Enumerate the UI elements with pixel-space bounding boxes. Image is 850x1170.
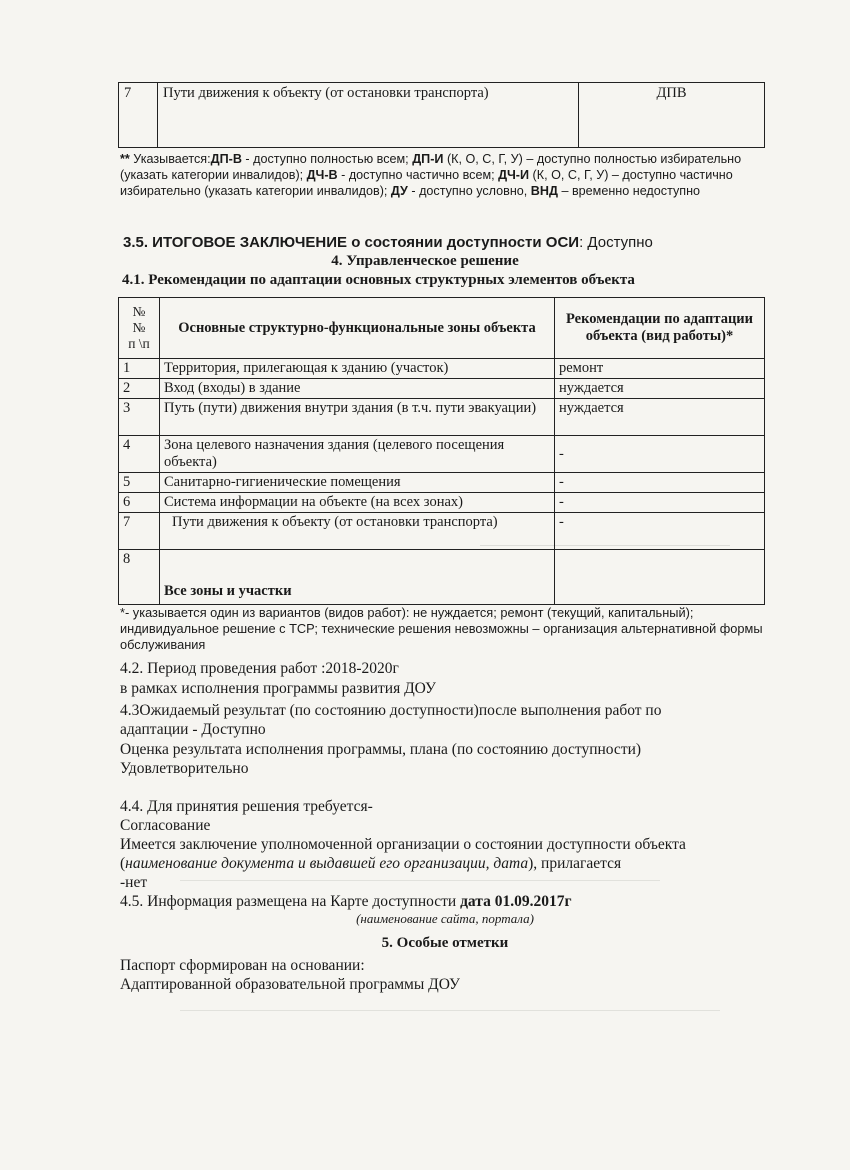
row-value: ДПВ [579,83,765,148]
section-4-title: 4. Управленческое решение [331,253,519,269]
note-stars: ** [120,152,130,166]
row-number: 4 [119,436,160,473]
period-line: 4.2. Период проведения работ :2018-2020г [120,660,399,677]
row-number: 8 [119,550,160,605]
note-code: ДП-И [412,152,444,166]
table-row [119,399,765,436]
period-program: в рамках исполнения программы развития ДОУ [120,680,436,697]
column-header-zone: Основные структурно-функциональные зоны объекта [160,298,555,359]
map-info-text: 4.5. Информация размещена на Карте доступности [120,893,461,910]
row-recommendation: нуждается [555,379,765,399]
row-recommendation: - [555,513,765,550]
note-code: ДУ [390,184,408,198]
row-recommendation: ремонт [555,359,765,379]
note-text: - доступно частично всем; [337,168,499,182]
document-description: наименование документа и выдавшей его организации, дата [125,855,529,872]
row-number: 2 [119,379,160,399]
row-recommendation: - [555,493,765,513]
evaluation-result: Удовлетворительно [120,760,249,777]
column-header-recommendation: Рекомендации по адаптации объекта (вид работы)* [555,298,765,359]
row-number: 3 [119,399,160,436]
map-info-date: дата 01.09.2017г [460,893,572,910]
conclusion-line: Имеется заключение уполномоченной организации о состоянии доступности объекта [120,836,686,853]
row-zone: Территория, прилегающая к зданию (участок) [160,359,555,379]
note-code: ДП-В [210,152,242,166]
row-number: 6 [119,493,160,513]
row-recommendation [555,550,765,605]
table-row [119,493,765,513]
legend-note [120,151,770,199]
recommendations-table [118,297,765,605]
expected-result: 4.3Ожидаемый результат (по состоянию доступности)после выполнения работ по [120,702,662,719]
table-row [119,550,765,605]
row-recommendation: нуждается [555,399,765,436]
row-zone: Санитарно-гигиенические помещения [160,473,555,493]
conclusion-none: -нет [120,874,148,891]
row-zone: Все зоны и участки [160,550,555,605]
conclusion-document [120,854,621,873]
table-row [119,83,765,148]
section-3-5-title: 3.5. ИТОГОВОЕ ЗАКЛЮЧЕНИЕ о состоянии доступности ОСИ [123,234,580,251]
note-code: ДЧ-В [306,168,338,182]
attached-text: ), прилагается [528,855,622,872]
section-5-title: 5. Особые отметки [381,935,509,951]
row-zone: Система информации на объекте (на всех зонах) [160,493,555,513]
row-zone: Пути движения к объекту (от остановки транспорта) [158,83,579,148]
top-table [118,82,765,148]
site-name-hint: (наименование сайта, портала) [356,911,534,926]
row-zone: Пути движения к объекту (от остановки транспорта) [160,513,555,550]
row-number: 7 [119,513,160,550]
section-3-5-heading [123,234,653,251]
row-zone: Вход (входы) в здание [160,379,555,399]
row-zone: Зона целевого назначения здания (целевого посещения объекта) [160,436,555,473]
table-row [119,379,765,399]
row-recommendation: - [555,436,765,473]
table-row [119,473,765,493]
note-text: - доступно полностью всем; [241,152,413,166]
row-recommendation: - [555,473,765,493]
evaluation-line: Оценка результата исполнения программы, плана (по состоянию доступности) [120,741,642,758]
note-code: ДЧ-И [498,168,530,182]
paren-open: ( [120,855,126,872]
section-4-1-title: 4.1. Рекомендации по адаптации основных структурных элементов объекта [122,272,635,288]
note-code: ВНД [530,184,558,198]
row-number: 7 [119,83,158,148]
row-number: 1 [119,359,160,379]
table-row [119,359,765,379]
section-3-5-result: : Доступно [579,234,653,251]
row-zone: Путь (пути) движения внутри здания (в т.ч. пути эвакуации) [160,399,555,436]
note-text: – временно недоступно [557,184,701,198]
table-footnote: *- указывается один из вариантов (видов работ): не нуждается; ремонт (текущий, капитальный); индивидуальное решение с ТСР; технические решения невозможны – организация альтернативной формы обслуживания [120,605,763,652]
passport-program: Адаптированной образовательной программы ДОУ [120,976,460,993]
column-header-number: № № п \п [119,298,160,359]
passport-basis: Паспорт сформирован на основании: [120,957,365,974]
decision-requires: 4.4. Для принятия решения требуется- [120,798,373,815]
decision-approval: Согласование [120,817,211,834]
row-number: 5 [119,473,160,493]
map-info-line [120,892,572,911]
note-text: (К, О, С, Г, У) – доступно частично избирательно (указать категории инвалидов); [120,168,733,198]
table-row [119,436,765,473]
table-row [119,513,765,550]
note-text: - доступно условно, [407,184,531,198]
note-text: Указывается: [129,152,211,166]
expected-result-adaptation: адаптации - Доступно [120,721,266,738]
table-header-row [119,298,765,359]
note-text: (К, О, С, Г, У) – доступно полностью избирательно (указать категории инвалидов); [120,152,742,182]
